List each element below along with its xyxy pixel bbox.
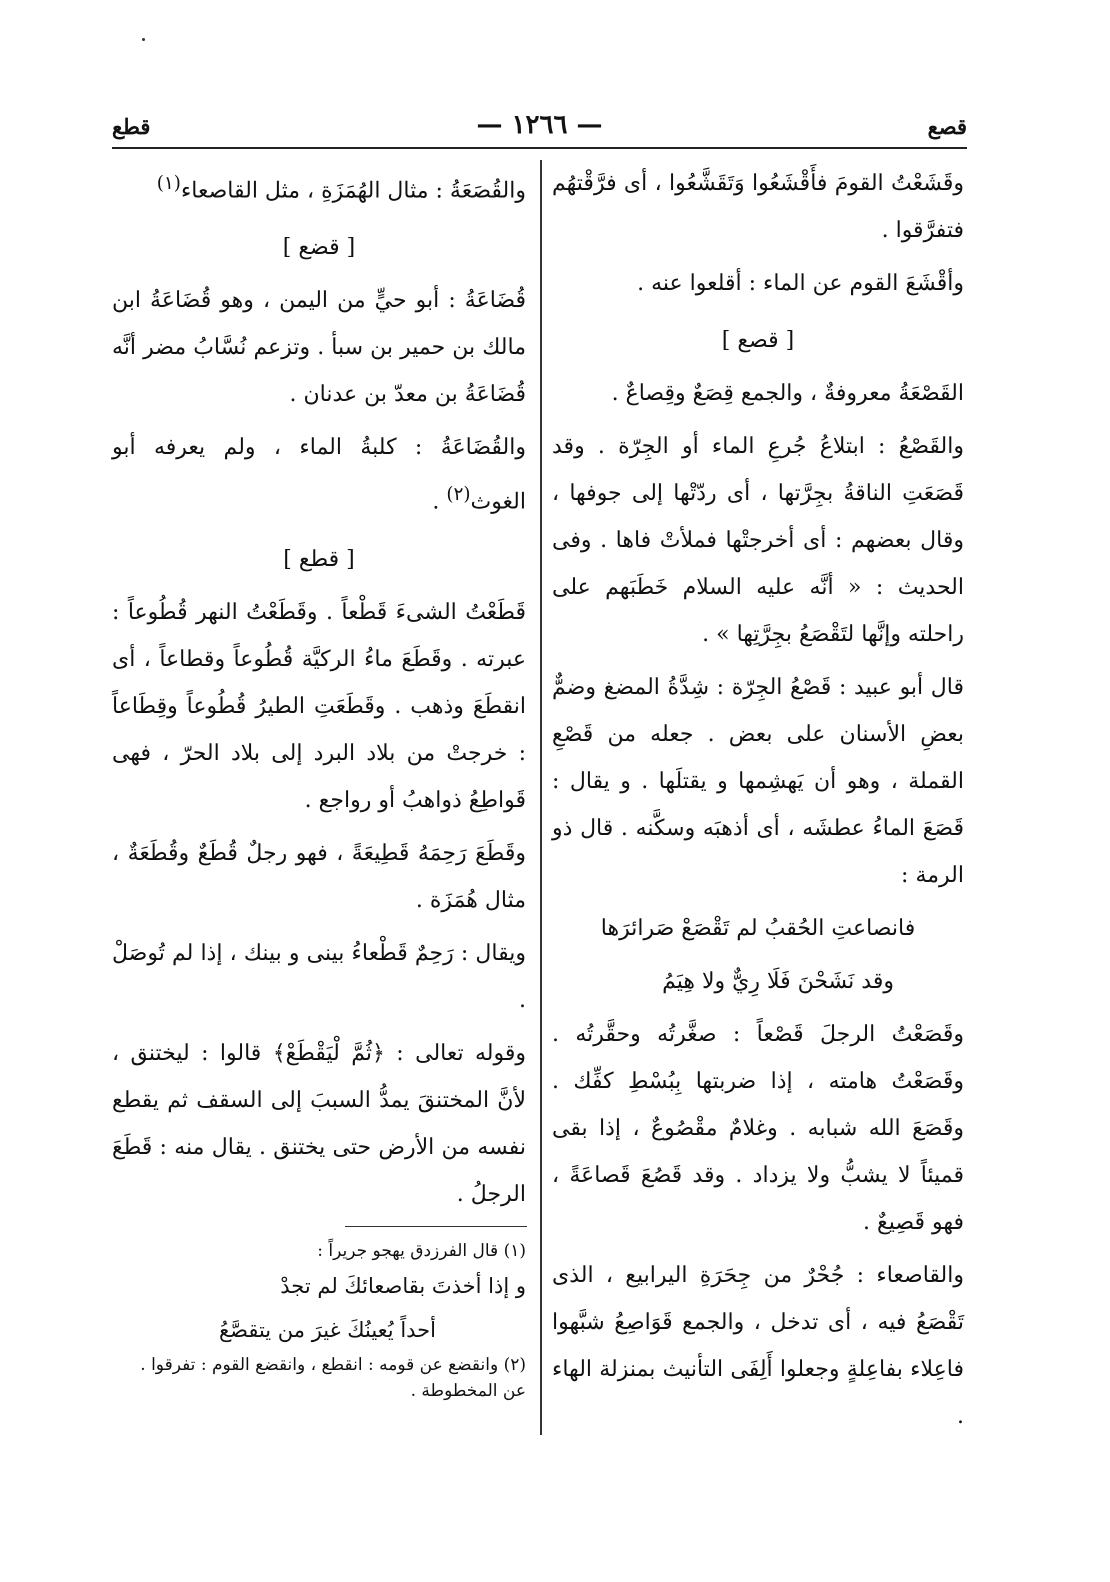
left-column (112, 160, 526, 1224)
footnote-verse: أحداً يُعينُكَ غيرَ من يتقصَّعُ (218, 1318, 436, 1342)
page-number: — ١٢٦٦ — (476, 110, 603, 140)
entry-paragraph: وأقْشَعَ القوم عن الماء : أقلعوا عنه . (637, 271, 964, 296)
root-heading-qta: [ قطع ] (283, 546, 355, 572)
entry-paragraph: والقاصعاء : جُحْرٌ من جِحَرَةِ اليرابيع ، الذى تَقْصَعُ فيه ، أى تدخل ، والجمع قَوَاصِعُ شبَّهوا فاعِلاء بفاعِلةٍ وجعلوا أَلِفَى التأنيث بمنزلة الهاء . (552, 1263, 964, 1429)
footnote-2: (٢) وانقضع عن قومه : انقطع ، وانقضع القوم : تفرقوا . عن المخطوطة . (140, 1355, 526, 1401)
entry-paragraph: قَطَعْتُ الشىءَ قَطْعاً . وقَطَعْتُ النهر قُطُوعاً : عبرته . وقَطَعَ ماءُ الركيَّة قُطُوعاً وقطاعاً ، أى انقطَعَ وذهب . وقَطَعَتِ الطيرُ قُطُوعاً وقِطَاعاً : خرجتْ من بلاد البرد إلى بلاد الحرّ ، فهى قَواطِعُ ذواهبُ أو رواجع . (112, 599, 526, 813)
entry-paragraph: قال أبو عبيد : قَصْعُ الجِرّة : شِدَّةُ المضغ وضمٌّ بعضِ الأسنان على بعض . جعله من قَصْعِ القملة ، وهو أن يَهشِمها و يقتلَها . و يقال : قَصَعَ الماءُ عطشَه ، أى أذهبَه وسكَّنه . قال ذو الرمة : (552, 675, 964, 888)
footnote-ref: (٢) (446, 484, 471, 506)
root-heading-qsa: [ قصع ] (721, 328, 795, 353)
entry-paragraph: والقَصْعُ : ابتلاعُ جُرعِ الماء أو الجِرّة . وقد قَصَعَتِ الناقةُ بجِرَّتها ، أى ردّتْها إلى جوفها ، وقال بعضهم : أى أخرجتْها فملأتْ فاها . وفى الحديث : « أنَّه عليه السلام خَطَبَهم على راحلته وإنَّها لتَقْصَعُ بجِرَّتِها » . (552, 434, 964, 647)
ink-speck (142, 38, 145, 41)
verse-line: فانصاعتِ الحُقبُ لم تَقْصَعْ صَرائرَها (600, 916, 916, 941)
footnote-verse: و إذا أخذتَ بقاصعائكَ لم تجدْ (280, 1274, 526, 1298)
entry-paragraph: وقَصَعْتُ الرجلَ قَصْعاً : صغَّرتُه وحقَّرتُه . وقَصَعْتُ هامته ، إذا ضربتها بِبُسْطِ كفِّك . وقَصَعَ الله شبابه . وغلامٌ مقْصُوعٌ ، إذا بقى قميئاً لا يشبُّ ولا يزداد . وقد قَصُعَ قَصاعَةً ، فهو قَصِيعٌ . (552, 1022, 964, 1235)
entry-paragraph: وقَطَعَ رَحِمَهُ قَطِيعَةً ، فهو رجلٌ قُطَعٌ وقُطَعَةٌ ، مثال هُمَزَة . (112, 840, 526, 913)
entry-paragraph (112, 424, 526, 525)
header-rule (112, 147, 967, 149)
entry-paragraph: قُضَاعَةُ : أبو حيٍّ من اليمن ، وهو قُضَاعَةُ ابن مالك بن حمير بن سبأ . وتزعم نُسَّابُ مضر أنَّه قُضَاعَةُ بن معدّ بن عدنان . (112, 288, 526, 408)
header-root-left: قطع (112, 114, 151, 139)
footnote-1: (١) قال الفرزدق يهجو جريراً : (317, 1241, 526, 1261)
entry-paragraph: القَصْعَةُ معروفةٌ ، والجمع قِصَعٌ وقِصاعٌ . (611, 381, 964, 406)
entry-paragraph: وقَشَعْتُ القومَ فأَقْشَعُوا وَتَقَشَّعُوا ، أى فرَّقْتهُم فتفرَّقوا . (552, 171, 964, 243)
verse-line: وقد نَشَحْنَ فَلَا رِيٌّ ولا هِيَمُ (662, 969, 894, 994)
entry-paragraph (112, 160, 526, 214)
entry-paragraph: ويقال : رَحِمٌ قَطْعاءُ بينى و بينك ، إذا لم تُوصَلْ . (112, 940, 526, 1013)
running-head (112, 108, 967, 148)
entry-text: والقُضَاعَةُ : كلبةُ الماء ، ولم يعرفه أبو الغوث (112, 435, 526, 515)
header-root-right: قصع (927, 114, 967, 139)
right-column (552, 160, 964, 1446)
footnotes (112, 1238, 526, 1404)
footnote-ref: (١) (156, 173, 181, 194)
footnote-rule (345, 1226, 527, 1227)
entry-text: والقُصَعَةُ : مثال الهُمَزَةِ ، مثل القاصعاء (180, 178, 526, 204)
entry-text: . (432, 489, 447, 515)
entry-paragraph: وقوله تعالى : ﴿ثُمَّ لْيَقْطَعْ﴾ قالوا : ليختنق ، لأنَّ المختنقَ يمدُّ السببَ إلى السقف ثم يقطع نفسه من الأرض حتى يختنق . يقال منه : قَطَعَ الرجلُ . (112, 1040, 526, 1207)
root-heading-qda: [ قضع ] (282, 235, 356, 261)
column-divider (540, 160, 542, 1435)
